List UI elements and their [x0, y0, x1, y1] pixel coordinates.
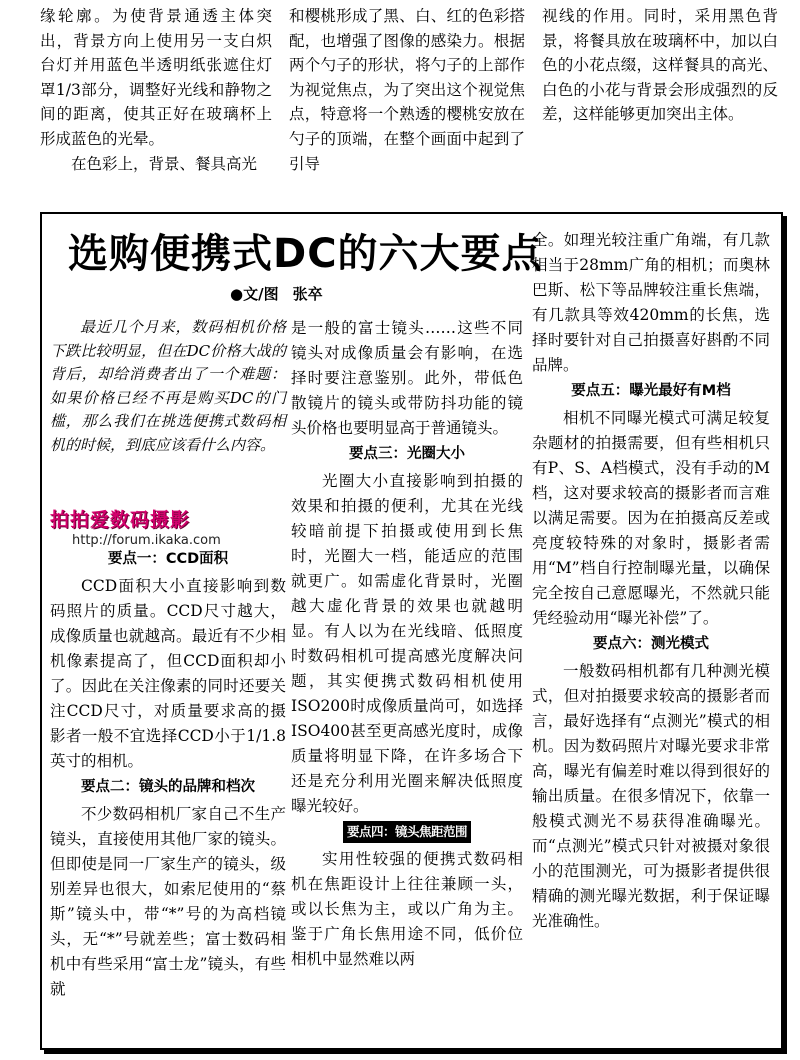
- top-column-2: [289, 4, 525, 176]
- section-4-continued: 全。如理光较注重广角端，有几款相当于28mm广角的相机；而奥林巴斯、松下等品牌较注重长焦端，有几款具等效420mm的长焦，选择时要针对自己拍摄喜好斟酌不同品牌。: [532, 231, 770, 374]
- section-5-text: 相机不同曝光模式可满足较复杂题材的拍摄需要，但有些相机只有P、S、A档模式，没有手动的M档，这对要求较高的摄影者而言难以满足需要。因为在拍摄高反差或亮度较特殊的对象时，摄影者需用“M”档自行控制曝光量，以确保完全按自己意愿曝光，不然就只能凭经验动用“曝光补偿”了。: [532, 409, 770, 627]
- section-2-text: 不少数码相机厂家自己不生产镜头，直接使用其他厂家的镜头。但即使是同一厂家生产的镜头，级别差异也很大，如索尼使用的“蔡斯”镜头中，带“*”号的为高档镜头，无“*”号就差些；富士数码相机中有些采用“富士龙”镜头，有些就: [50, 805, 286, 998]
- section-heading-2: 要点二：镜头的品牌和档次: [81, 779, 255, 795]
- author-name: 张卒: [292, 285, 323, 303]
- watermark: [50, 508, 290, 550]
- section-heading-3: 要点三：光圈大小: [349, 446, 465, 462]
- intro-text: 最近几个月来，数码相机价格下跌比较明显，但在DC价格大战的背后，却给消费者出了一个难题：如果价格已经不再是购买DC的门槛，那么我们在挑选便携式数码相机的时候，到底应该看什么内容。: [50, 318, 286, 454]
- section-4-text: 实用性较强的便携式数码相机在焦距设计上往往兼顾一头，或以长焦为主，或以广角为主。鉴于广角长焦用途不同，低价位相机中显然难以两: [291, 850, 523, 968]
- watermark-title: 拍拍爱数码摄影: [50, 509, 191, 531]
- section-heading-6: 要点六：测光模式: [593, 636, 709, 652]
- article-column-2: [291, 316, 523, 972]
- section-heading-5: 要点五：曝光最好有M档: [571, 383, 731, 399]
- section-heading-1: 要点一：CCD面积: [107, 551, 229, 567]
- section-heading-4: 要点四：镜头焦距范围: [343, 821, 471, 843]
- byline-prefix: ●文/图: [230, 285, 279, 303]
- article-column-1: [50, 546, 286, 1002]
- article-title: 选购便携式DC的六大要点: [68, 231, 543, 277]
- top-column-3: [542, 4, 778, 127]
- article-intro: [50, 316, 286, 457]
- byline: [230, 284, 323, 304]
- section-heading-4-wrap: [291, 821, 523, 843]
- top-col1-para-1: 缘轮廓。为使背景通透主体突出，背景方向上使用另一支白炽台灯并用蓝色半透明纸张遮住灯罩1/3部分，调整好光线和静物之间的距离，使其正好在玻璃杯上形成蓝色的光晕。: [40, 7, 272, 148]
- section-6-text: 一般数码相机都有几种测光模式，但对拍摄要求较高的摄影者而言，最好选择有“点测光”模式的相机。因为数码照片对曝光要求非常高，曝光有偏差时难以得到很好的输出质量。在很多情况下，依靠一般模式测光不易获得准确曝光。而“点测光”模式只针对被摄对象很小的范围测光，可为摄影者提供很精确的测光曝光数据，利于保证曝光准确性。: [532, 662, 770, 930]
- top-col1-para-2: 在色彩上，背景、餐具高光: [71, 154, 258, 173]
- top-col3-para-1: 视线的作用。同时，采用黑色背景，将餐具放在玻璃杯中，加以白色的小花点缀，这样餐具的高光、白色的小花与背景会形成强烈的反差，这样能够更加突出主体。: [542, 7, 778, 124]
- top-col2-para-1: 和樱桃形成了黑、白、红的色彩搭配，也增强了图像的感染力。根据两个勺子的形状，将勺子的上部作为视觉焦点，为了突出这个视觉焦点，特意将一个熟透的樱桃安放在勺子的顶端，在整个画面中起到了引导: [289, 7, 525, 173]
- article-column-3: [532, 228, 770, 934]
- section-1-text: CCD面积大小直接影响到数码照片的质量。CCD尺寸越大，成像质量也就越高。最近有不少相机像素提高了，但CCD面积却小了。因此在关注像素的同时还要关注CCD尺寸，对质量要求高的摄影者一般不宜选择CCD小于1/1.8英寸的相机。: [50, 577, 286, 770]
- watermark-url: http://forum.ikaka.com: [72, 533, 221, 548]
- top-column-1: [40, 4, 272, 176]
- section-3-text: 光圈大小直接影响到拍摄的效果和拍摄的便利，尤其在光线较暗前提下拍摄或使用到长焦时，光圈大一档，能适应的范围就更广。如需虚化背景时，光圈越大虚化背景的效果也就越明显。有人以为在光线暗、低照度时数码相机可提高感光度解决问题，其实便携式数码相机使用ISO200时成像质量尚可，如选择ISO400甚至更高感光度时，成像质量将明显下降，在许多场合下还是充分利用光圈来解决低照度曝光较好。: [291, 472, 523, 815]
- section-2-continued: 是一般的富士镜头……这些不同镜头对成像质量会有影响，在选择时要注意鉴别。此外，带低色散镜片的镜头或带防抖功能的镜头价格也要明显高于普通镜头。: [291, 319, 523, 437]
